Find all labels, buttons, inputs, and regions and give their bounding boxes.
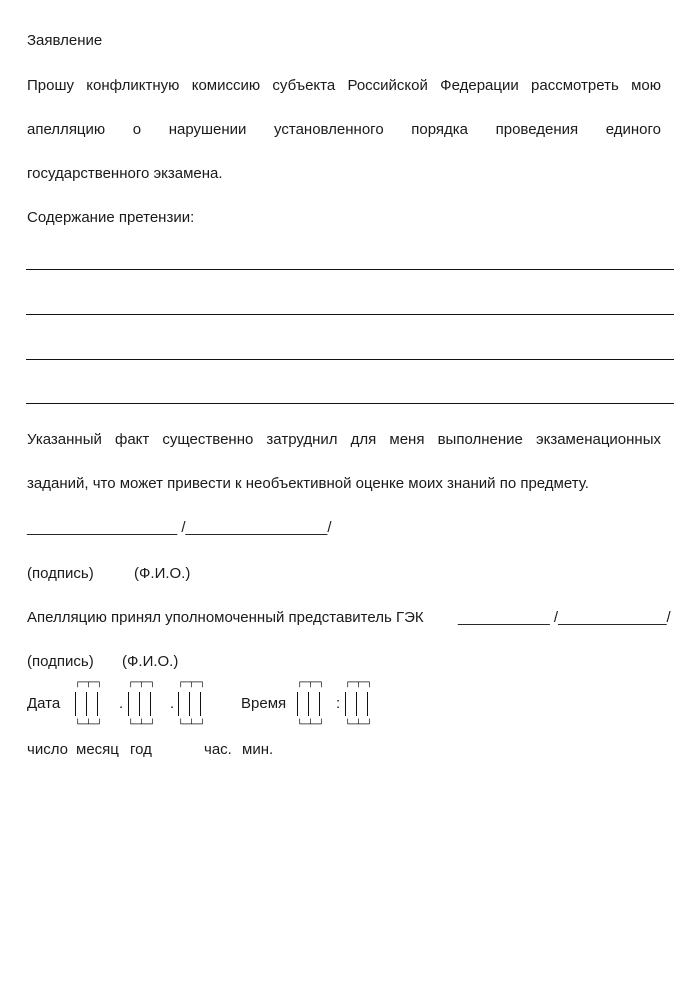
claim-line-3[interactable]: [26, 359, 674, 360]
consequence-line-1: Указанный факт существенно затруднил для меня выполнение экзаменационных: [27, 431, 661, 448]
box-bottom-decoration: └─┴─┘: [75, 720, 103, 730]
date-time-fields: Дата ┌─┬─┐ └─┴─┘ . ┌─┬─┐ └─┴─┘ . ┌─┬─┐ └─┴─┘ Время ┌─┬─┐ └─┴─┘ : ┌─┬─┐ └─┴─┘: [27, 678, 373, 730]
request-line-2: апелляцию о нарушении установленного порядка проведения единого: [27, 121, 661, 138]
accepted-by-text: Апелляцию принял уполномоченный представитель ГЭК: [27, 609, 424, 626]
claim-heading: Содержание претензии:: [27, 209, 195, 226]
representative-signature-line[interactable]: ___________ /_____________/: [458, 609, 671, 626]
fio-caption: (Ф.И.О.): [134, 565, 191, 582]
claim-line-2[interactable]: [26, 314, 674, 315]
document-title: Заявление: [27, 32, 103, 49]
date-separator-1: .: [119, 695, 124, 712]
consequence-line-2: заданий, что может привести к необъективной оценке моих знаний по предмету.: [27, 475, 589, 492]
box-caption-hour: час.: [204, 741, 232, 758]
box-caption-year: год: [130, 741, 152, 758]
box-caption-minute: мин.: [242, 741, 274, 758]
request-line-3: государственного экзамена.: [27, 165, 223, 182]
representative-signature-caption: (подпись): [27, 653, 94, 670]
date-separator-2: .: [170, 695, 175, 712]
applicant-signature-line[interactable]: __________________ /_________________/: [27, 519, 332, 536]
claim-line-1[interactable]: [26, 269, 674, 270]
claim-line-4[interactable]: [26, 403, 674, 404]
date-label: Дата: [27, 695, 61, 712]
time-separator: :: [336, 695, 341, 712]
box-caption-day: число: [27, 741, 68, 758]
representative-fio-caption: (Ф.И.О.): [122, 653, 179, 670]
request-line-1: Прошу конфликтную комиссию субъекта Российской Федерации рассмотреть мою: [27, 77, 661, 94]
time-label: Время: [241, 695, 287, 712]
signature-caption: (подпись): [27, 565, 94, 582]
box-top-decoration: ┌─┬─┐: [75, 678, 103, 688]
box-caption-month: месяц: [76, 741, 119, 758]
